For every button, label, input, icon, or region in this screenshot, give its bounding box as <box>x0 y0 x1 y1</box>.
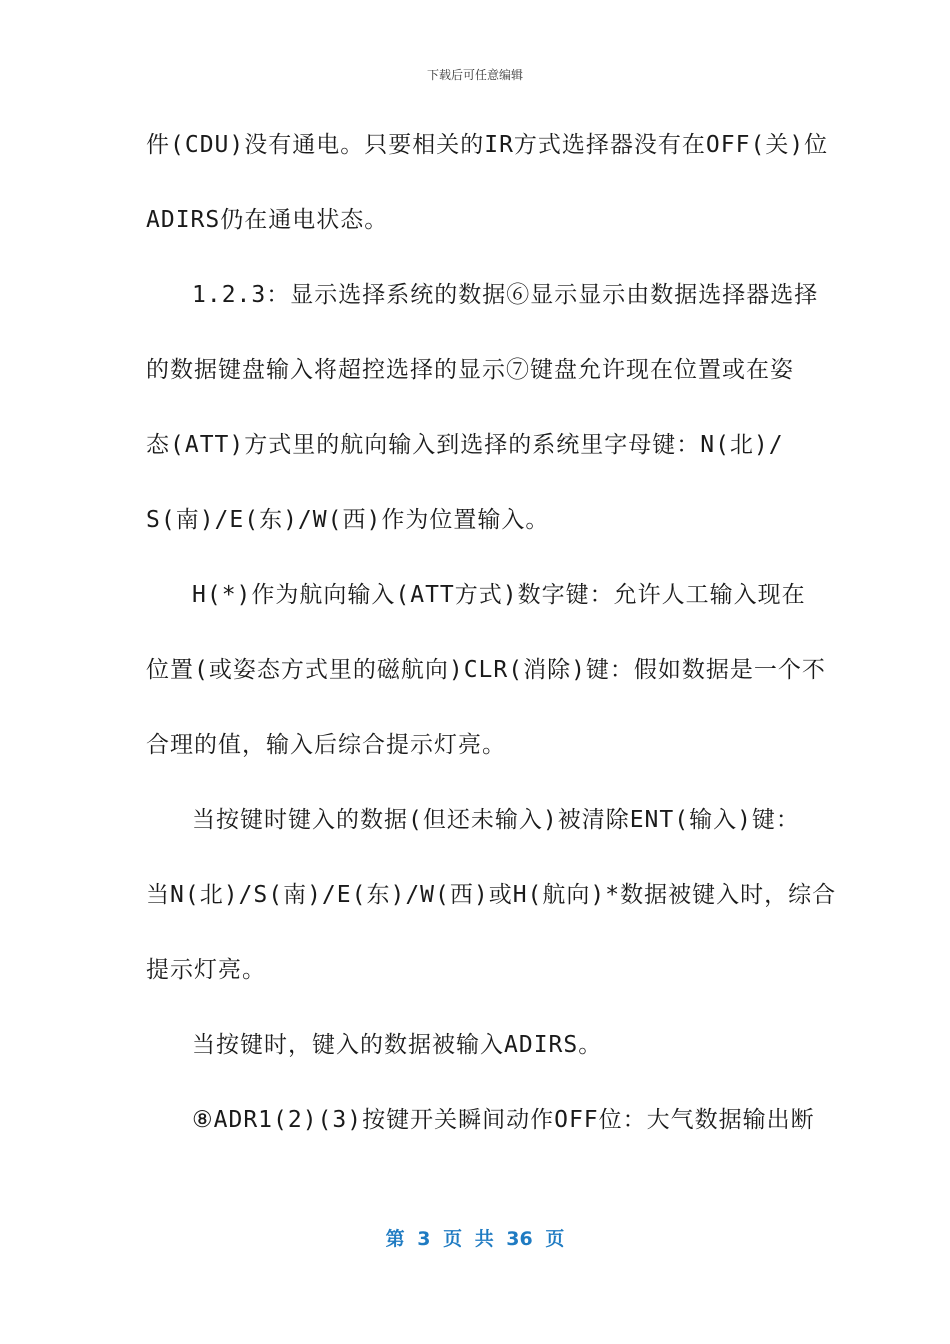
text-line: 当按键时，键入的数据被输入ADIRS。 <box>192 1032 603 1058</box>
text-line: ⑧ADR1(2)(3)按键开关瞬间动作OFF位：大气数据输出断 <box>192 1107 815 1133</box>
text-line: S(南)/E(东)/W(西)作为位置输入。 <box>146 507 550 533</box>
page-footer: 第 3 页 共 36 页 <box>385 1228 565 1250</box>
text-line: H(*)作为航向输入(ATT方式)数字键：允许人工输入现在 <box>192 582 806 608</box>
text-line: 1.2.3：显示选择系统的数据⑥显示显示由数据选择器选择 <box>192 282 819 308</box>
text-line: ADIRS仍在通电状态。 <box>146 207 389 233</box>
text-line: 当按键时键入的数据(但还未输入)被清除ENT(输入)键： <box>192 807 800 833</box>
text-line: 提示灯亮。 <box>146 957 266 983</box>
text-line: 当N(北)/S(南)/E(东)/W(西)或H(航向)*数据被键入时，综合 <box>146 882 837 908</box>
text-line: 件(CDU)没有通电。只要相关的IR方式选择器没有在OFF(关)位 <box>146 132 829 158</box>
text-line: 的数据键盘输入将超控选择的显示⑦键盘允许现在位置或在姿 <box>146 357 794 383</box>
text-line: 合理的值，输入后综合提示灯亮。 <box>146 732 506 758</box>
text-line: 态(ATT)方式里的航向输入到选择的系统里字母键：N(北)/ <box>146 432 784 458</box>
page-header: 下载后可任意编辑 <box>426 68 523 82</box>
text-line: 位置(或姿态方式里的磁航向)CLR(消除)键：假如数据是一个不 <box>146 657 826 683</box>
